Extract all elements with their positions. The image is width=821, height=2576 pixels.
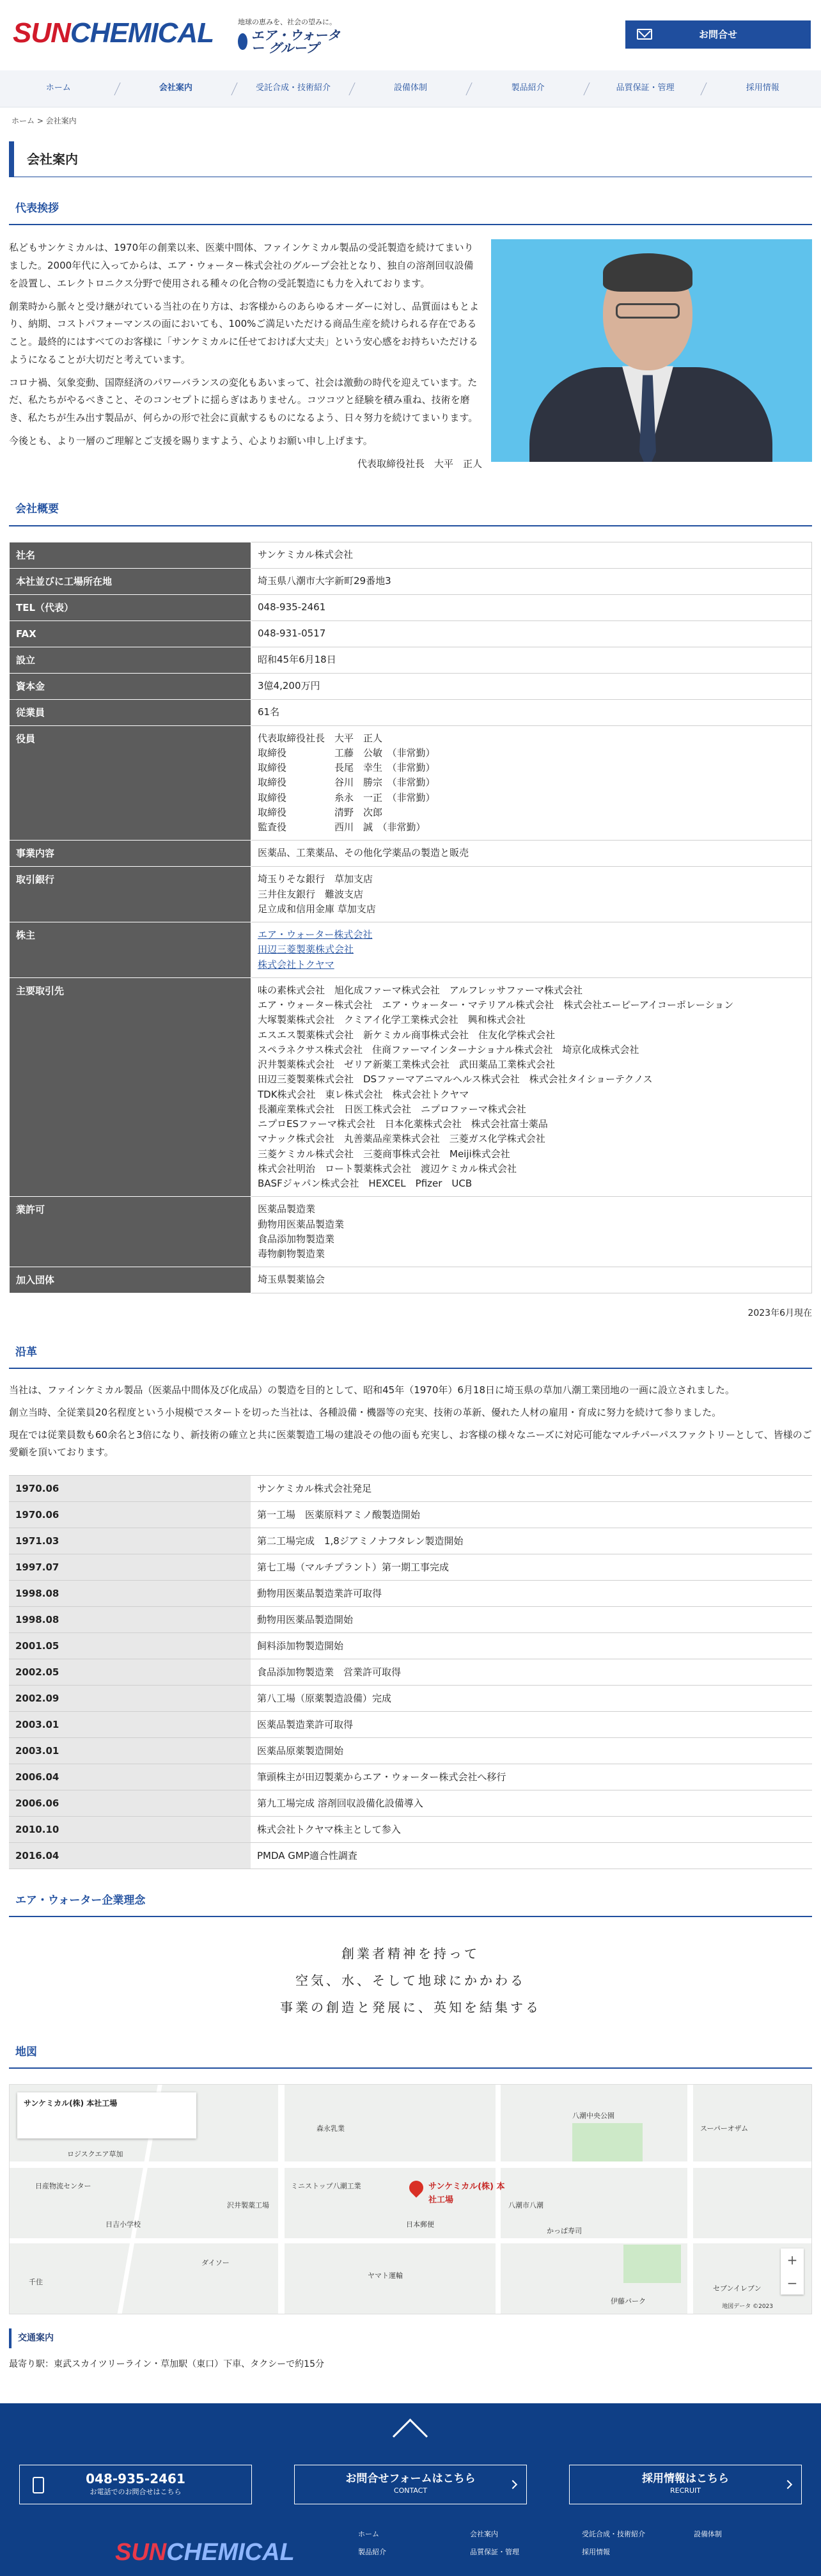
company-value-line: 毒物劇物製造業: [258, 1248, 325, 1260]
history-row: [9, 1606, 812, 1632]
company-row-value: [251, 725, 812, 841]
history-year: 2002.09: [9, 1685, 251, 1711]
company-row-value: [251, 699, 812, 725]
company-row-value: [251, 1267, 812, 1293]
company-value-line: 医薬品、工業薬品、その他化学薬品の製造と販売: [258, 847, 469, 859]
map-label: ダイソー: [201, 2259, 230, 2268]
history-event: 第二工場完成 1,8ジアミノナフタレン製造開始: [251, 1528, 812, 1554]
company-value-line: 取締役 糸永 一正 （非常勤）: [258, 791, 435, 803]
company-row: [10, 1197, 812, 1267]
history-row: [9, 1842, 812, 1869]
google-map[interactable]: [9, 2084, 812, 2314]
history-year: 2003.01: [9, 1737, 251, 1764]
history-year: 2006.06: [9, 1790, 251, 1816]
map-pin-label: サンケミカル(株) 本社工場: [428, 2182, 505, 2206]
history-year: 1998.08: [9, 1606, 251, 1632]
company-value-line: サンケミカル株式会社: [258, 548, 353, 560]
history-year: 2016.04: [9, 1842, 251, 1869]
group-logo[interactable]: [238, 18, 340, 54]
shareholder-link[interactable]: 株式会社トクヤマ: [258, 958, 334, 970]
history-row: [9, 1737, 812, 1764]
history-year: 1970.06: [9, 1475, 251, 1501]
history-year: 2006.04: [9, 1764, 251, 1790]
company-row: [10, 867, 812, 922]
company-row-value: [251, 594, 812, 620]
company-row-label: TEL（代表）: [10, 594, 251, 620]
corporate-philosophy: [0, 1940, 821, 2021]
history-event: 動物用医薬品製造業許可取得: [251, 1580, 812, 1606]
nav-quality[interactable]: 品質保証・管理: [616, 83, 675, 93]
company-row-label: 資本金: [10, 673, 251, 699]
map-label: セブンイレブン: [713, 2284, 762, 2293]
history-event: 第八工場（原薬製造設備）完成: [251, 1685, 812, 1711]
access-info: 最寄り駅：東武スカイツリーライン・草加駅（東口）下車、タクシーで約15分: [9, 2359, 324, 2369]
greeting-heading: 代表挨拶: [9, 200, 812, 225]
greeting-paragraph: コロナ禍、気象変動、国際経済のパワーバランスの変化もあいまって、社会は激動の時代を迎えています。ただ、私たちがやるべきこと、そのコンセプトに揺らぎはありません。コツコツと経験を積み重ね、技術を磨き、私たちが生み出す製品が、何らかの形で社会に貢献するものになるよう、日々努力を続けてまいります。: [9, 376, 478, 424]
map-label: 八潮中央公園: [572, 2112, 614, 2121]
company-row-value: [251, 922, 812, 978]
company-value-line: 長瀬産業株式会社 日医工株式会社 ニプロファーマ株式会社: [258, 1103, 526, 1115]
access-heading: 交通案内: [9, 2328, 812, 2348]
map-label: 日本郵便: [406, 2220, 434, 2229]
map-label: ロジスクエア草加: [67, 2150, 123, 2159]
location-pin-icon[interactable]: [406, 2178, 426, 2198]
company-row-label: 社名: [10, 542, 251, 568]
history-year: 1998.08: [9, 1580, 251, 1606]
contact-button[interactable]: お問合せ: [625, 20, 811, 49]
sun-chemical-logo[interactable]: SUNCHEMICAL: [13, 17, 214, 49]
company-row: [10, 977, 812, 1197]
map-label: 千住: [29, 2278, 43, 2287]
footer-links: [358, 2529, 806, 2557]
air-water-mark-icon: [238, 33, 247, 50]
company-row-label: 設立: [10, 647, 251, 673]
arrow-right-icon: [508, 2480, 517, 2489]
company-row: [10, 594, 812, 620]
company-value-line: スペラネクサス株式会社 住商ファーマインターナショナル株式会社 埼京化成株式会社: [258, 1043, 639, 1055]
company-row-label: 取引銀行: [10, 867, 251, 922]
shareholder-link[interactable]: エア・ウォーター株式会社: [258, 929, 373, 941]
history-table: [9, 1475, 812, 1869]
company-value-line: 株式会社明治 ロート製薬株式会社 渡辺ケミカル株式会社: [258, 1162, 517, 1174]
company-row-value: [251, 841, 812, 867]
history-row: [9, 1816, 812, 1842]
company-value-line: 048-935-2461: [258, 601, 326, 613]
history-event: 筆頭株主が田辺製薬からエア・ウォーター株式会社へ移行: [251, 1764, 812, 1790]
company-value-line: 埼玉りそな銀行 草加支店: [258, 873, 373, 885]
company-value-line: 動物用医薬品製造業: [258, 1218, 345, 1230]
history-year: 2001.05: [9, 1632, 251, 1659]
map-label: 日産物流センター: [35, 2182, 91, 2191]
map-label: かっぱ寿司: [547, 2227, 582, 2236]
company-value-line: 取締役 谷川 勝宗 （非常勤）: [258, 777, 435, 789]
history-row: [9, 1475, 812, 1501]
company-value-line: 取締役 工藤 公敏 （非常勤）: [258, 747, 435, 759]
history-paragraph: 当社は、ファインケミカル製品（医薬品中間体及び化成品）の製造を目的として、昭和45年（1970年）6月18日に埼玉県の草加八潮工業団地の一画に設立されました。: [9, 1384, 735, 1396]
company-row: [10, 1267, 812, 1293]
history-paragraph: 創立当時、全従業員20名程度という小規模でスタートを切った当社は、各種設備・機器等の充実、技術の革新、優れた人材の雇用・育成に努力を続けて参りました。: [9, 1406, 722, 1418]
company-row-label: 従業員: [10, 699, 251, 725]
footer-link[interactable]: ホーム: [358, 2530, 379, 2539]
map-label: 伊藤パーク: [611, 2297, 646, 2306]
company-row-label: 株主: [10, 922, 251, 978]
map-label: ヤマト運輸: [368, 2272, 403, 2280]
history-year: 1970.06: [9, 1501, 251, 1528]
greeting-paragraph: 創業時から脈々と受け継がれている当社の在り方は、お客様からのあらゆるオーダーに対し、品質面はもとより、納期、コストパフォーマンスの面においても、100%ご満足いただける商品生産を続けられる存在であること。最終的にはすべてのお客様に「サンケミカルに任せておけば大丈夫」という安心感をお持ちいただけるようになることが大切だと考えています。: [9, 300, 480, 365]
company-row-value: [251, 977, 812, 1197]
nav-recruit[interactable]: 採用情報: [746, 83, 779, 93]
company-value-line: 沢井製薬株式会社 ゼリア新薬工業株式会社 武田薬品工業株式会社: [258, 1059, 556, 1071]
company-value-line: ニプロESファーマ株式会社 日本化薬株式会社 株式会社富士薬品: [258, 1118, 548, 1130]
company-value-line: 代表取締役社長 大平 正人: [258, 732, 383, 744]
history-year: 1997.07: [9, 1554, 251, 1580]
greeting-section: [9, 239, 812, 478]
footer-link[interactable]: 製品紹介: [358, 2547, 386, 2556]
history-row: [9, 1711, 812, 1737]
history-row: [9, 1790, 812, 1816]
history-year: 2002.05: [9, 1659, 251, 1685]
history-year: 2003.01: [9, 1711, 251, 1737]
history-event: 食品添加物製造業 営業許可取得: [251, 1659, 812, 1685]
company-row: [10, 922, 812, 978]
company-value-line: 医薬品製造業: [258, 1203, 316, 1215]
company-row-label: 役員: [10, 725, 251, 841]
company-row-value: [251, 568, 812, 594]
company-value-line: 三井住友銀行 難波支店: [258, 888, 364, 900]
footer-tel-box[interactable]: 048-935-2461 お電話でのお問合せはこちら: [19, 2465, 252, 2504]
history-heading: 沿革: [9, 1344, 812, 1369]
map-zoom-controls[interactable]: [781, 2248, 804, 2295]
company-row-label: 業許可: [10, 1197, 251, 1267]
history-row: [9, 1528, 812, 1554]
company-value-line: TDK株式会社 東レ株式会社 株式会社トクヤマ: [258, 1088, 469, 1100]
company-value-line: 048-931-0517: [258, 627, 326, 639]
shareholder-link[interactable]: 田辺三菱製薬株式会社: [258, 944, 354, 956]
map-card-title: サンケミカル(株) 本社工場: [24, 2099, 118, 2108]
company-row-label: 本社並びに工場所在地: [10, 568, 251, 594]
map-label: ミニストップ八潮工業: [291, 2182, 361, 2191]
mail-icon: [637, 29, 652, 40]
page-title: 会社案内: [9, 141, 812, 177]
footer-link[interactable]: 品質保証・管理: [470, 2547, 519, 2556]
global-nav: [0, 70, 821, 107]
history-event: 医薬品原薬製造開始: [251, 1737, 812, 1764]
map-heading: 地図: [9, 2044, 812, 2069]
philosophy-line: 空気、水、そして地球にかかわる: [295, 1973, 526, 1989]
company-row-label: 加入団体: [10, 1267, 251, 1293]
history-event: 飼料添加物製造開始: [251, 1632, 812, 1659]
map-label: 森永乳業: [317, 2124, 345, 2133]
history-row: [9, 1685, 812, 1711]
page-top-icon[interactable]: [391, 2417, 430, 2443]
company-row-label: FAX: [10, 620, 251, 647]
company-value-line: BASFジャパン株式会社 HEXCEL Pfizer UCB: [258, 1178, 473, 1190]
as-of-date: 2023年6月現在: [747, 1308, 812, 1319]
company-row: [10, 620, 812, 647]
map-label: 沢井製薬工場: [227, 2201, 269, 2210]
company-row: [10, 568, 812, 594]
company-value-line: エスエス製薬株式会社 新ケミカル商事株式会社 住友化学株式会社: [258, 1029, 556, 1041]
history-event: 第九工場完成 溶剤回収設備化設備導入: [251, 1790, 812, 1816]
breadcrumb[interactable]: ホーム > 会社案内: [12, 116, 77, 125]
company-value-line: マナック株式会社 丸善薬品産業株式会社 三菱ガス化学株式会社: [258, 1133, 545, 1145]
footer-link[interactable]: 会社案内: [470, 2530, 498, 2539]
phone-icon: [33, 2477, 44, 2493]
company-value-line: 埼玉県八潮市大字新町29番地3: [258, 574, 391, 587]
history-row: [9, 1659, 812, 1685]
nav-facilities[interactable]: 設備体制: [394, 83, 428, 93]
arrow-right-icon: [783, 2480, 792, 2489]
group-name: エア・ウォーター グループ: [251, 28, 340, 56]
company-value-line: 足立成和信用金庫 草加支店: [258, 903, 376, 915]
footer-contact-button[interactable]: お問合せフォームはこちら CONTACT: [294, 2465, 527, 2504]
zoom-in-icon[interactable]: +: [786, 2252, 798, 2268]
philosophy-heading: エア・ウォーター企業理念: [9, 1892, 812, 1917]
footer-link[interactable]: 設備体制: [694, 2530, 722, 2539]
company-value-line: 61名: [258, 706, 280, 718]
company-value-line: 監査役 西川 誠 （非常勤）: [258, 821, 426, 834]
site-header: [0, 0, 821, 70]
history-event: 動物用医薬品製造開始: [251, 1606, 812, 1632]
map-attribution: 地図データ ©2023: [722, 2303, 773, 2310]
group-tagline: 地球の恵みを、社会の望みに。: [238, 18, 336, 26]
company-row-value: [251, 542, 812, 568]
company-value-line: 取締役 清野 次郎: [258, 806, 383, 818]
nav-home[interactable]: ホーム: [45, 83, 71, 93]
map-label: 八潮市八潮: [508, 2201, 543, 2210]
company-value-line: 食品添加物製造業: [258, 1233, 335, 1245]
company-row-value: [251, 867, 812, 922]
company-row-label: 事業内容: [10, 841, 251, 867]
history-paragraph: 現在では従業員数も60余名と3倍になり、新技術の確立と共に医薬製造工場の建設その他の面も充実し、お客様の様々なニーズに対応可能なマルチパーパスファクトリーとして、皆様のご愛顧を頂いております。: [9, 1428, 812, 1458]
company-value-line: 三菱ケミカル株式会社 三菱商事株式会社 Meiji株式会社: [258, 1148, 510, 1160]
history-event: 株式会社トクヤマ株主として参入: [251, 1816, 812, 1842]
nav-company[interactable]: 会社案内: [159, 83, 192, 93]
map-label: 日吉小学校: [106, 2220, 141, 2229]
history-event: 医薬品製造業許可取得: [251, 1711, 812, 1737]
history-event: サンケミカル株式会社発足: [251, 1475, 812, 1501]
philosophy-line: 事業の創造と発展に、英知を結集する: [280, 2000, 541, 2016]
history-event: PMDA GMP適合性調査: [251, 1842, 812, 1869]
history-year: 1971.03: [9, 1528, 251, 1554]
company-row-label: 主要取引先: [10, 977, 251, 1197]
company-row: [10, 699, 812, 725]
company-value-line: エア・ウォーター株式会社 エア・ウォーター・マテリアル株式会社 株式会社エーピーアイコーポレーション: [258, 999, 734, 1011]
president-signature: 代表取締役社長 大平 正人: [357, 457, 482, 470]
company-row: [10, 542, 812, 568]
philosophy-line: 創業者精神を持って: [341, 1946, 480, 1962]
company-value-line: 大塚製薬株式会社 クミアイ化学工業株式会社 興和株式会社: [258, 1014, 526, 1026]
company-value-line: 3億4,200万円: [258, 679, 320, 691]
company-row-value: [251, 673, 812, 699]
company-row-value: [251, 1197, 812, 1267]
site-footer: [0, 2403, 821, 2576]
president-photo: [491, 239, 812, 462]
company-value-line: 昭和45年6月18日: [258, 653, 336, 665]
footer-link[interactable]: 受託合成・技術紹介: [582, 2530, 645, 2539]
company-row: [10, 673, 812, 699]
history-row: [9, 1554, 812, 1580]
history-year: 2010.10: [9, 1816, 251, 1842]
history-row: [9, 1632, 812, 1659]
history-event: 第一工場 医薬原料アミノ酸製造開始: [251, 1501, 812, 1528]
greeting-paragraph: 今後とも、より一層のご理解とご支援を賜りますよう、心よりお願い申し上げます。: [9, 434, 373, 446]
company-value-line: 埼玉県製薬協会: [258, 1274, 325, 1286]
map-info-card[interactable]: [17, 2092, 196, 2138]
company-value-line: 取締役 長尾 幸生 （非常勤）: [258, 762, 435, 774]
history-row: [9, 1501, 812, 1528]
history-row: [9, 1580, 812, 1606]
company-heading: 会社概要: [9, 501, 812, 526]
company-row: [10, 841, 812, 867]
footer-link[interactable]: 採用情報: [582, 2547, 610, 2556]
company-row-value: [251, 620, 812, 647]
nav-contract-synthesis[interactable]: 受託合成・技術紹介: [255, 83, 331, 93]
history-event: 第七工場（マルチプラント）第一期工事完成: [251, 1554, 812, 1580]
company-row: [10, 725, 812, 841]
history-row: [9, 1764, 812, 1790]
footer-recruit-button[interactable]: 採用情報はこちら RECRUIT: [569, 2465, 802, 2504]
company-info-table: [9, 542, 812, 1294]
company-row: [10, 647, 812, 673]
company-value-line: 田辺三菱製薬株式会社 DSファーマアニマルヘルス株式会社 株式会社タイショーテクノス: [258, 1073, 653, 1086]
map-label: スーパーオザム: [700, 2124, 749, 2133]
greeting-paragraph: 私どもサンケミカルは、1970年の創業以来、医薬中間体、ファインケミカル製品の受託製造を続けてまいりました。2000年代に入ってからは、エア・ウォーター株式会社のグループ会社となり、独自の溶剤回収設備を設置し、エレクトロニクス分野で使用される種々の化合物の受託製造にも力を入れております。: [9, 242, 474, 289]
company-value-line: 味の素株式会社 旭化成ファーマ株式会社 アルフレッサファーマ株式会社: [258, 984, 583, 996]
footer-logo[interactable]: SUNCHEMICAL: [115, 2539, 295, 2566]
nav-products[interactable]: 製品紹介: [511, 83, 545, 93]
zoom-out-icon[interactable]: −: [786, 2275, 798, 2291]
company-row-value: [251, 647, 812, 673]
